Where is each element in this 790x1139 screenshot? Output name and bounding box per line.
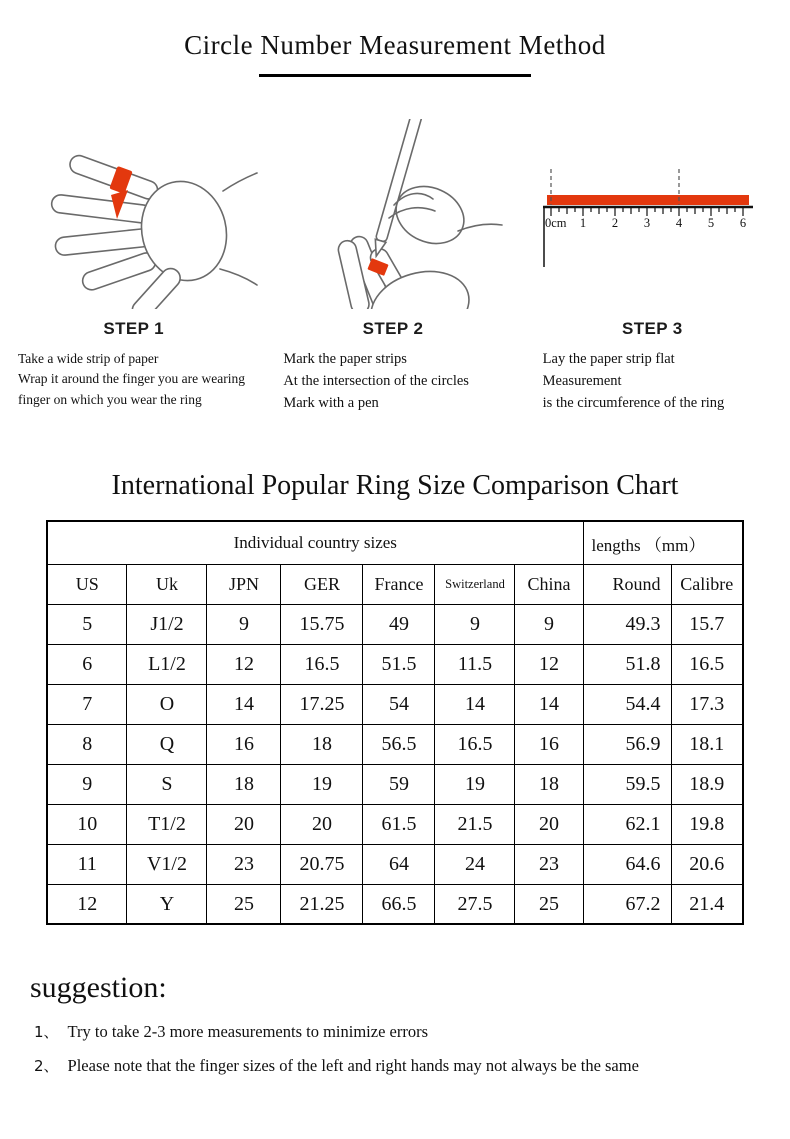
table-cell: 19 [281, 764, 363, 804]
table-cell: 18.1 [671, 724, 743, 764]
table-cell: 20 [207, 804, 281, 844]
size-chart-title: International Popular Ring Size Comparison Chart [111, 470, 679, 502]
table-cell: 51.5 [363, 644, 435, 684]
table-cell: 9 [435, 604, 515, 644]
step-1-label: STEP 1 [103, 319, 164, 338]
table-column-header-row [47, 564, 743, 604]
ruler-tick-label: 3 [644, 216, 651, 230]
step-2-text [263, 349, 522, 414]
page-title: Circle Number Measurement Method [184, 30, 606, 60]
table-row [47, 764, 743, 804]
column-header-switzerland: Switzerland [435, 564, 515, 604]
table-cell: 15.7 [671, 604, 743, 644]
table-row [47, 724, 743, 764]
ruler-zero-label: 0cm [545, 216, 567, 230]
table-cell: O [127, 684, 207, 724]
table-cell: 24 [435, 844, 515, 884]
ring-size-table [46, 520, 744, 925]
column-header-jpn: JPN [207, 564, 281, 604]
table-cell: 9 [207, 604, 281, 644]
table-cell: 16.5 [671, 644, 743, 684]
step-3-line-3: is the circumference of the ring [542, 394, 725, 411]
table-cell: 15.75 [281, 604, 363, 644]
ruler-icon [527, 119, 777, 309]
table-cell: Y [127, 884, 207, 924]
table-cell: 67.2 [583, 884, 671, 924]
table-cell: 20.75 [281, 844, 363, 884]
table-cell: 14 [515, 684, 583, 724]
table-cell: 54.4 [583, 684, 671, 724]
table-group-header-row [47, 521, 743, 564]
table-cell: T1/2 [127, 804, 207, 844]
ruler-tick-label: 1 [580, 216, 587, 230]
table-cell: 9 [515, 604, 583, 644]
table-cell: 23 [515, 844, 583, 884]
table-cell: 5 [47, 604, 127, 644]
step-1-line-2: Wrap it around the finger you are wearing [18, 371, 245, 387]
table-cell: 21.5 [435, 804, 515, 844]
table-cell: 17.3 [671, 684, 743, 724]
table-cell: 6 [47, 644, 127, 684]
table-header [47, 521, 743, 604]
table-cell: 12 [47, 884, 127, 924]
table-cell: 18 [281, 724, 363, 764]
table-cell: 64.6 [583, 844, 671, 884]
step-3-line-1: Lay the paper strip flat [542, 351, 675, 367]
table-cell: L1/2 [127, 644, 207, 684]
table-cell: 8 [47, 724, 127, 764]
table-cell: 21.25 [281, 884, 363, 924]
table-cell: 20 [515, 804, 583, 844]
table-cell: 16 [515, 724, 583, 764]
table-row [47, 684, 743, 724]
table-row [47, 644, 743, 684]
table-cell: 18 [515, 764, 583, 804]
column-header-uk: Uk [127, 564, 207, 604]
table-cell: S [127, 764, 207, 804]
step-2 [263, 119, 522, 414]
suggestion-item-1-number: 1、 [34, 1023, 59, 1042]
table-cell: V1/2 [127, 844, 207, 884]
group-header-country-sizes: Individual country sizes [47, 521, 583, 564]
suggestion-item-1-text: Try to take 2-3 more measurements to minimize errors [67, 1022, 429, 1042]
table-cell: 21.4 [671, 884, 743, 924]
red-paper-strip-flat [547, 195, 749, 205]
steps-section [0, 77, 790, 414]
table-cell: 16 [207, 724, 281, 764]
table-cell: 9 [47, 764, 127, 804]
table-cell: 51.8 [583, 644, 671, 684]
table-cell: 11 [47, 844, 127, 884]
table-cell: 14 [435, 684, 515, 724]
step-3-label: STEP 3 [621, 319, 683, 338]
table-cell: 59 [363, 764, 435, 804]
column-header-france: France [363, 564, 435, 604]
table-cell: J1/2 [127, 604, 207, 644]
step-1 [4, 119, 263, 414]
step-1-line-3: finger on which you wear the ring [18, 391, 202, 407]
table-row [47, 604, 743, 644]
table-cell: 19.8 [671, 804, 743, 844]
group-header-lengths: lengths （mm） [583, 521, 743, 564]
table-row [47, 844, 743, 884]
step-1-line-1: Take a wide strip of paper [18, 351, 159, 366]
table-cell: 59.5 [583, 764, 671, 804]
table-cell: 12 [515, 644, 583, 684]
table-cell: 16.5 [281, 644, 363, 684]
column-header-ger: GER [281, 564, 363, 604]
table-cell: 18.9 [671, 764, 743, 804]
step-2-line-1: Mark the paper strips [283, 351, 407, 367]
table-cell: 27.5 [435, 884, 515, 924]
table-cell: 17.25 [281, 684, 363, 724]
table-cell: 56.5 [363, 724, 435, 764]
suggestion-item-2 [34, 1055, 790, 1076]
step-3-line-2: Measurement [542, 372, 622, 389]
table-cell: 49 [363, 604, 435, 644]
table-cell: 20 [281, 804, 363, 844]
hand-with-paper-strip-icon [9, 119, 259, 309]
table-cell: 18 [207, 764, 281, 804]
column-header-china: China [515, 564, 583, 604]
step-2-label: STEP 2 [362, 319, 424, 338]
table-cell: 49.3 [583, 604, 671, 644]
table-cell: 25 [207, 884, 281, 924]
table-cell: 56.9 [583, 724, 671, 764]
table-row [47, 804, 743, 844]
step-2-line-2: At the intersection of the circles [283, 372, 469, 389]
table-cell: 11.5 [435, 644, 515, 684]
column-header-round: Round [583, 564, 671, 604]
table-cell: 19 [435, 764, 515, 804]
table-body [47, 604, 743, 924]
table-cell: 20.6 [671, 844, 743, 884]
column-header-us: US [47, 564, 127, 604]
step-3-text [523, 349, 782, 414]
table-cell: 64 [363, 844, 435, 884]
suggestion-list [34, 1021, 790, 1076]
column-header-calibre: Calibre [671, 564, 743, 604]
table-cell: 12 [207, 644, 281, 684]
suggestion-item-1 [34, 1021, 790, 1042]
ruler-tick-label: 4 [676, 216, 683, 230]
step-2-line-3: Mark with a pen [283, 394, 379, 411]
hand-marking-with-pen-icon [268, 119, 518, 309]
ruler-tick-label: 2 [612, 216, 619, 230]
suggestion-item-2-text: Please note that the finger sizes of the left and right hands may not always be the same [67, 1056, 639, 1076]
table-cell: 23 [207, 844, 281, 884]
table-cell: 61.5 [363, 804, 435, 844]
table-cell: 10 [47, 804, 127, 844]
table-cell: 7 [47, 684, 127, 724]
table-cell: 54 [363, 684, 435, 724]
table-row [47, 884, 743, 924]
suggestion-title: suggestion: [30, 971, 167, 1005]
ruler-tick-label: 6 [740, 216, 747, 230]
table-cell: 66.5 [363, 884, 435, 924]
table-cell: 62.1 [583, 804, 671, 844]
table-cell: Q [127, 724, 207, 764]
step-3 [523, 119, 782, 414]
table-cell: 14 [207, 684, 281, 724]
table-cell: 16.5 [435, 724, 515, 764]
table-cell: 25 [515, 884, 583, 924]
step-1-text [4, 349, 263, 410]
ruler-tick-label: 5 [708, 216, 715, 230]
suggestion-item-2-number: 2、 [34, 1057, 59, 1076]
